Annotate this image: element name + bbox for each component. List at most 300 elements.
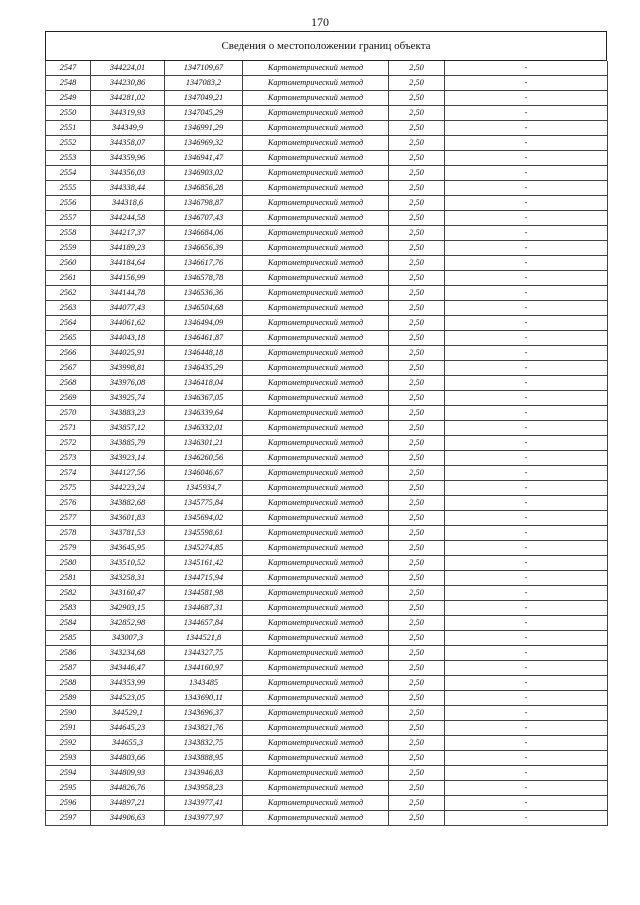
method-cell: Картометрический метод [243, 91, 389, 106]
accuracy-cell: 2,50 [389, 136, 445, 151]
table-row [46, 631, 608, 646]
table-row [46, 241, 608, 256]
accuracy-cell: 2,50 [389, 811, 445, 826]
point-number-cell: 2582 [46, 586, 91, 601]
description-cell: - [445, 106, 608, 121]
y-coordinate-cell: 1346903,02 [165, 166, 243, 181]
y-coordinate-cell: 1346504,68 [165, 301, 243, 316]
method-cell: Картометрический метод [243, 211, 389, 226]
description-cell: - [445, 796, 608, 811]
x-coordinate-cell: 344359,96 [91, 151, 165, 166]
y-coordinate-cell: 1344657,84 [165, 616, 243, 631]
x-coordinate-cell: 344281,02 [91, 91, 165, 106]
y-coordinate-cell: 1345934,7 [165, 481, 243, 496]
method-cell: Картометрический метод [243, 766, 389, 781]
accuracy-cell: 2,50 [389, 751, 445, 766]
table-title: Сведения о местоположении границ объекта [221, 40, 431, 52]
x-coordinate-cell: 343883,23 [91, 406, 165, 421]
description-cell: - [445, 406, 608, 421]
point-number-cell: 2579 [46, 541, 91, 556]
y-coordinate-cell: 1343821,76 [165, 721, 243, 736]
x-coordinate-cell: 344353,99 [91, 676, 165, 691]
point-number-cell: 2548 [46, 76, 91, 91]
description-cell: - [445, 316, 608, 331]
y-coordinate-cell: 1346798,87 [165, 196, 243, 211]
method-cell: Картометрический метод [243, 406, 389, 421]
x-coordinate-cell: 343601,83 [91, 511, 165, 526]
y-coordinate-cell: 1346578,78 [165, 271, 243, 286]
description-cell: - [445, 706, 608, 721]
accuracy-cell: 2,50 [389, 271, 445, 286]
x-coordinate-cell: 344338,44 [91, 181, 165, 196]
x-coordinate-cell: 343781,53 [91, 526, 165, 541]
accuracy-cell: 2,50 [389, 451, 445, 466]
y-coordinate-cell: 1346448,18 [165, 346, 243, 361]
point-number-cell: 2561 [46, 271, 91, 286]
point-number-cell: 2553 [46, 151, 91, 166]
table-row [46, 751, 608, 766]
point-number-cell: 2592 [46, 736, 91, 751]
table-row [46, 391, 608, 406]
table-row [46, 406, 608, 421]
point-number-cell: 2563 [46, 301, 91, 316]
y-coordinate-cell: 1347109,67 [165, 61, 243, 76]
accuracy-cell: 2,50 [389, 241, 445, 256]
point-number-cell: 2560 [46, 256, 91, 271]
table-row [46, 61, 608, 76]
x-coordinate-cell: 344318,6 [91, 196, 165, 211]
description-cell: - [445, 541, 608, 556]
point-number-cell: 2583 [46, 601, 91, 616]
description-cell: - [445, 586, 608, 601]
y-coordinate-cell: 1344327,75 [165, 646, 243, 661]
description-cell: - [445, 751, 608, 766]
accuracy-cell: 2,50 [389, 391, 445, 406]
method-cell: Картометрический метод [243, 541, 389, 556]
method-cell: Картометрический метод [243, 226, 389, 241]
point-number-cell: 2597 [46, 811, 91, 826]
point-number-cell: 2584 [46, 616, 91, 631]
accuracy-cell: 2,50 [389, 376, 445, 391]
accuracy-cell: 2,50 [389, 211, 445, 226]
y-coordinate-cell: 1343977,97 [165, 811, 243, 826]
point-number-cell: 2549 [46, 91, 91, 106]
description-cell: - [445, 781, 608, 796]
x-coordinate-cell: 344897,21 [91, 796, 165, 811]
accuracy-cell: 2,50 [389, 406, 445, 421]
point-number-cell: 2590 [46, 706, 91, 721]
method-cell: Картометрический метод [243, 331, 389, 346]
accuracy-cell: 2,50 [389, 766, 445, 781]
table-row [46, 256, 608, 271]
method-cell: Картометрический метод [243, 631, 389, 646]
point-number-cell: 2581 [46, 571, 91, 586]
table-row [46, 136, 608, 151]
description-cell: - [445, 331, 608, 346]
table-row [46, 601, 608, 616]
table-row [46, 511, 608, 526]
x-coordinate-cell: 343857,12 [91, 421, 165, 436]
x-coordinate-cell: 344529,1 [91, 706, 165, 721]
description-cell: - [445, 811, 608, 826]
method-cell: Картометрический метод [243, 436, 389, 451]
y-coordinate-cell: 1346494,09 [165, 316, 243, 331]
y-coordinate-cell: 1347083,2 [165, 76, 243, 91]
table-row [46, 481, 608, 496]
table-row [46, 526, 608, 541]
x-coordinate-cell: 344906,63 [91, 811, 165, 826]
accuracy-cell: 2,50 [389, 631, 445, 646]
accuracy-cell: 2,50 [389, 61, 445, 76]
table-row [46, 421, 608, 436]
table-row [46, 226, 608, 241]
point-number-cell: 2552 [46, 136, 91, 151]
y-coordinate-cell: 1344687,31 [165, 601, 243, 616]
method-cell: Картометрический метод [243, 466, 389, 481]
x-coordinate-cell: 343007,3 [91, 631, 165, 646]
description-cell: - [445, 556, 608, 571]
method-cell: Картометрический метод [243, 61, 389, 76]
table-row [46, 661, 608, 676]
description-cell: - [445, 661, 608, 676]
table-row [46, 721, 608, 736]
table-row [46, 676, 608, 691]
y-coordinate-cell: 1346046,67 [165, 466, 243, 481]
x-coordinate-cell: 344358,07 [91, 136, 165, 151]
description-cell: - [445, 286, 608, 301]
method-cell: Картометрический метод [243, 286, 389, 301]
x-coordinate-cell: 343160,47 [91, 586, 165, 601]
x-coordinate-cell: 344645,23 [91, 721, 165, 736]
method-cell: Картометрический метод [243, 706, 389, 721]
accuracy-cell: 2,50 [389, 616, 445, 631]
point-number-cell: 2596 [46, 796, 91, 811]
table-header [45, 31, 607, 61]
y-coordinate-cell: 1343946,83 [165, 766, 243, 781]
description-cell: - [445, 451, 608, 466]
y-coordinate-cell: 1344715,94 [165, 571, 243, 586]
accuracy-cell: 2,50 [389, 196, 445, 211]
description-cell: - [445, 421, 608, 436]
method-cell: Картометрический метод [243, 271, 389, 286]
method-cell: Картометрический метод [243, 256, 389, 271]
x-coordinate-cell: 344349,9 [91, 121, 165, 136]
table-row [46, 361, 608, 376]
point-number-cell: 2557 [46, 211, 91, 226]
x-coordinate-cell: 344244,58 [91, 211, 165, 226]
table-row [46, 706, 608, 721]
point-number-cell: 2594 [46, 766, 91, 781]
method-cell: Картометрический метод [243, 691, 389, 706]
y-coordinate-cell: 1343977,41 [165, 796, 243, 811]
table-row [46, 796, 608, 811]
method-cell: Картометрический метод [243, 391, 389, 406]
method-cell: Картометрический метод [243, 661, 389, 676]
y-coordinate-cell: 1346339,64 [165, 406, 243, 421]
y-coordinate-cell: 1346991,29 [165, 121, 243, 136]
x-coordinate-cell: 344655,3 [91, 736, 165, 751]
y-coordinate-cell: 1343888,95 [165, 751, 243, 766]
table-row [46, 451, 608, 466]
y-coordinate-cell: 1346260,56 [165, 451, 243, 466]
description-cell: - [445, 151, 608, 166]
description-cell: - [445, 346, 608, 361]
description-cell: - [445, 736, 608, 751]
table-row [46, 286, 608, 301]
y-coordinate-cell: 1345161,42 [165, 556, 243, 571]
x-coordinate-cell: 344809,93 [91, 766, 165, 781]
method-cell: Картометрический метод [243, 106, 389, 121]
method-cell: Картометрический метод [243, 721, 389, 736]
description-cell: - [445, 571, 608, 586]
point-number-cell: 2572 [46, 436, 91, 451]
accuracy-cell: 2,50 [389, 331, 445, 346]
point-number-cell: 2564 [46, 316, 91, 331]
table-row [46, 316, 608, 331]
point-number-cell: 2578 [46, 526, 91, 541]
description-cell: - [445, 226, 608, 241]
table-row [46, 496, 608, 511]
accuracy-cell: 2,50 [389, 361, 445, 376]
y-coordinate-cell: 1346418,04 [165, 376, 243, 391]
description-cell: - [445, 496, 608, 511]
point-number-cell: 2575 [46, 481, 91, 496]
accuracy-cell: 2,50 [389, 181, 445, 196]
table-row [46, 346, 608, 361]
x-coordinate-cell: 343446,47 [91, 661, 165, 676]
y-coordinate-cell: 1346332,01 [165, 421, 243, 436]
table-row [46, 166, 608, 181]
point-number-cell: 2567 [46, 361, 91, 376]
x-coordinate-cell: 343885,79 [91, 436, 165, 451]
accuracy-cell: 2,50 [389, 571, 445, 586]
accuracy-cell: 2,50 [389, 556, 445, 571]
y-coordinate-cell: 1346684,06 [165, 226, 243, 241]
method-cell: Картометрический метод [243, 736, 389, 751]
y-coordinate-cell: 1346856,28 [165, 181, 243, 196]
table-row [46, 556, 608, 571]
description-cell: - [445, 511, 608, 526]
x-coordinate-cell: 343925,74 [91, 391, 165, 406]
y-coordinate-cell: 1346969,32 [165, 136, 243, 151]
accuracy-cell: 2,50 [389, 586, 445, 601]
y-coordinate-cell: 1344160,97 [165, 661, 243, 676]
method-cell: Картометрический метод [243, 301, 389, 316]
point-number-cell: 2580 [46, 556, 91, 571]
method-cell: Картометрический метод [243, 451, 389, 466]
point-number-cell: 2574 [46, 466, 91, 481]
y-coordinate-cell: 1343696,37 [165, 706, 243, 721]
method-cell: Картометрический метод [243, 481, 389, 496]
method-cell: Картометрический метод [243, 421, 389, 436]
method-cell: Картометрический метод [243, 136, 389, 151]
table-row [46, 811, 608, 826]
point-number-cell: 2573 [46, 451, 91, 466]
table-row [46, 571, 608, 586]
accuracy-cell: 2,50 [389, 346, 445, 361]
accuracy-cell: 2,50 [389, 481, 445, 496]
y-coordinate-cell: 1347045,29 [165, 106, 243, 121]
point-number-cell: 2551 [46, 121, 91, 136]
x-coordinate-cell: 344061,62 [91, 316, 165, 331]
description-cell: - [445, 271, 608, 286]
y-coordinate-cell: 1343958,23 [165, 781, 243, 796]
method-cell: Картометрический метод [243, 586, 389, 601]
description-cell: - [445, 691, 608, 706]
y-coordinate-cell: 1346707,43 [165, 211, 243, 226]
description-cell: - [445, 136, 608, 151]
method-cell: Картометрический метод [243, 646, 389, 661]
method-cell: Картометрический метод [243, 76, 389, 91]
x-coordinate-cell: 344189,23 [91, 241, 165, 256]
point-number-cell: 2577 [46, 511, 91, 526]
description-cell: - [445, 211, 608, 226]
x-coordinate-cell: 343976,08 [91, 376, 165, 391]
description-cell: - [445, 676, 608, 691]
table-row [46, 211, 608, 226]
point-number-cell: 2591 [46, 721, 91, 736]
description-cell: - [445, 256, 608, 271]
method-cell: Картометрический метод [243, 601, 389, 616]
accuracy-cell: 2,50 [389, 496, 445, 511]
description-cell: - [445, 61, 608, 76]
method-cell: Картометрический метод [243, 526, 389, 541]
accuracy-cell: 2,50 [389, 121, 445, 136]
method-cell: Картометрический метод [243, 166, 389, 181]
method-cell: Картометрический метод [243, 556, 389, 571]
y-coordinate-cell: 1346461,87 [165, 331, 243, 346]
point-number-cell: 2565 [46, 331, 91, 346]
y-coordinate-cell: 1344521,8 [165, 631, 243, 646]
point-number-cell: 2571 [46, 421, 91, 436]
x-coordinate-cell: 344184,64 [91, 256, 165, 271]
accuracy-cell: 2,50 [389, 226, 445, 241]
point-number-cell: 2586 [46, 646, 91, 661]
point-number-cell: 2558 [46, 226, 91, 241]
y-coordinate-cell: 1346617,76 [165, 256, 243, 271]
method-cell: Картометрический метод [243, 796, 389, 811]
point-number-cell: 2569 [46, 391, 91, 406]
table-row [46, 691, 608, 706]
point-number-cell: 2555 [46, 181, 91, 196]
point-number-cell: 2566 [46, 346, 91, 361]
description-cell: - [445, 121, 608, 136]
description-cell: - [445, 601, 608, 616]
accuracy-cell: 2,50 [389, 796, 445, 811]
accuracy-cell: 2,50 [389, 166, 445, 181]
y-coordinate-cell: 1343485 [165, 676, 243, 691]
y-coordinate-cell: 1346435,29 [165, 361, 243, 376]
x-coordinate-cell: 344127,56 [91, 466, 165, 481]
table-row [46, 436, 608, 451]
x-coordinate-cell: 342903,15 [91, 601, 165, 616]
y-coordinate-cell: 1345775,84 [165, 496, 243, 511]
method-cell: Картометрический метод [243, 616, 389, 631]
y-coordinate-cell: 1345694,02 [165, 511, 243, 526]
accuracy-cell: 2,50 [389, 736, 445, 751]
x-coordinate-cell: 343923,14 [91, 451, 165, 466]
y-coordinate-cell: 1346941,47 [165, 151, 243, 166]
table-row [46, 781, 608, 796]
table-row [46, 376, 608, 391]
description-cell: - [445, 166, 608, 181]
description-cell: - [445, 181, 608, 196]
method-cell: Картометрический метод [243, 361, 389, 376]
description-cell: - [445, 361, 608, 376]
x-coordinate-cell: 343645,95 [91, 541, 165, 556]
accuracy-cell: 2,50 [389, 466, 445, 481]
description-cell: - [445, 376, 608, 391]
page-number: 170 [311, 15, 329, 29]
x-coordinate-cell: 344223,24 [91, 481, 165, 496]
x-coordinate-cell: 344144,78 [91, 286, 165, 301]
table-row [46, 271, 608, 286]
point-number-cell: 2554 [46, 166, 91, 181]
description-cell: - [445, 91, 608, 106]
point-number-cell: 2556 [46, 196, 91, 211]
accuracy-cell: 2,50 [389, 91, 445, 106]
accuracy-cell: 2,50 [389, 526, 445, 541]
description-cell: - [445, 766, 608, 781]
point-number-cell: 2593 [46, 751, 91, 766]
y-coordinate-cell: 1347049,21 [165, 91, 243, 106]
table-row [46, 541, 608, 556]
boundary-table [45, 61, 608, 826]
table-row [46, 736, 608, 751]
accuracy-cell: 2,50 [389, 601, 445, 616]
description-cell: - [445, 526, 608, 541]
accuracy-cell: 2,50 [389, 106, 445, 121]
x-coordinate-cell: 344523,05 [91, 691, 165, 706]
x-coordinate-cell: 344803,66 [91, 751, 165, 766]
x-coordinate-cell: 344156,99 [91, 271, 165, 286]
table-row [46, 181, 608, 196]
y-coordinate-cell: 1345274,85 [165, 541, 243, 556]
description-cell: - [445, 646, 608, 661]
x-coordinate-cell: 343258,31 [91, 571, 165, 586]
y-coordinate-cell: 1345598,61 [165, 526, 243, 541]
table-row [46, 301, 608, 316]
method-cell: Картометрический метод [243, 751, 389, 766]
accuracy-cell: 2,50 [389, 511, 445, 526]
table-row [46, 466, 608, 481]
point-number-cell: 2559 [46, 241, 91, 256]
x-coordinate-cell: 344224,01 [91, 61, 165, 76]
description-cell: - [445, 481, 608, 496]
accuracy-cell: 2,50 [389, 721, 445, 736]
point-number-cell: 2550 [46, 106, 91, 121]
y-coordinate-cell: 1346367,05 [165, 391, 243, 406]
description-cell: - [445, 721, 608, 736]
y-coordinate-cell: 1343832,75 [165, 736, 243, 751]
accuracy-cell: 2,50 [389, 781, 445, 796]
description-cell: - [445, 466, 608, 481]
accuracy-cell: 2,50 [389, 436, 445, 451]
y-coordinate-cell: 1346656,39 [165, 241, 243, 256]
y-coordinate-cell: 1343690,11 [165, 691, 243, 706]
method-cell: Картометрический метод [243, 571, 389, 586]
x-coordinate-cell: 342852,98 [91, 616, 165, 631]
method-cell: Картометрический метод [243, 811, 389, 826]
document-sheet [45, 31, 607, 826]
table-row [46, 121, 608, 136]
method-cell: Картометрический метод [243, 121, 389, 136]
x-coordinate-cell: 343998,81 [91, 361, 165, 376]
method-cell: Картометрический метод [243, 181, 389, 196]
y-coordinate-cell: 1344581,98 [165, 586, 243, 601]
accuracy-cell: 2,50 [389, 316, 445, 331]
description-cell: - [445, 241, 608, 256]
